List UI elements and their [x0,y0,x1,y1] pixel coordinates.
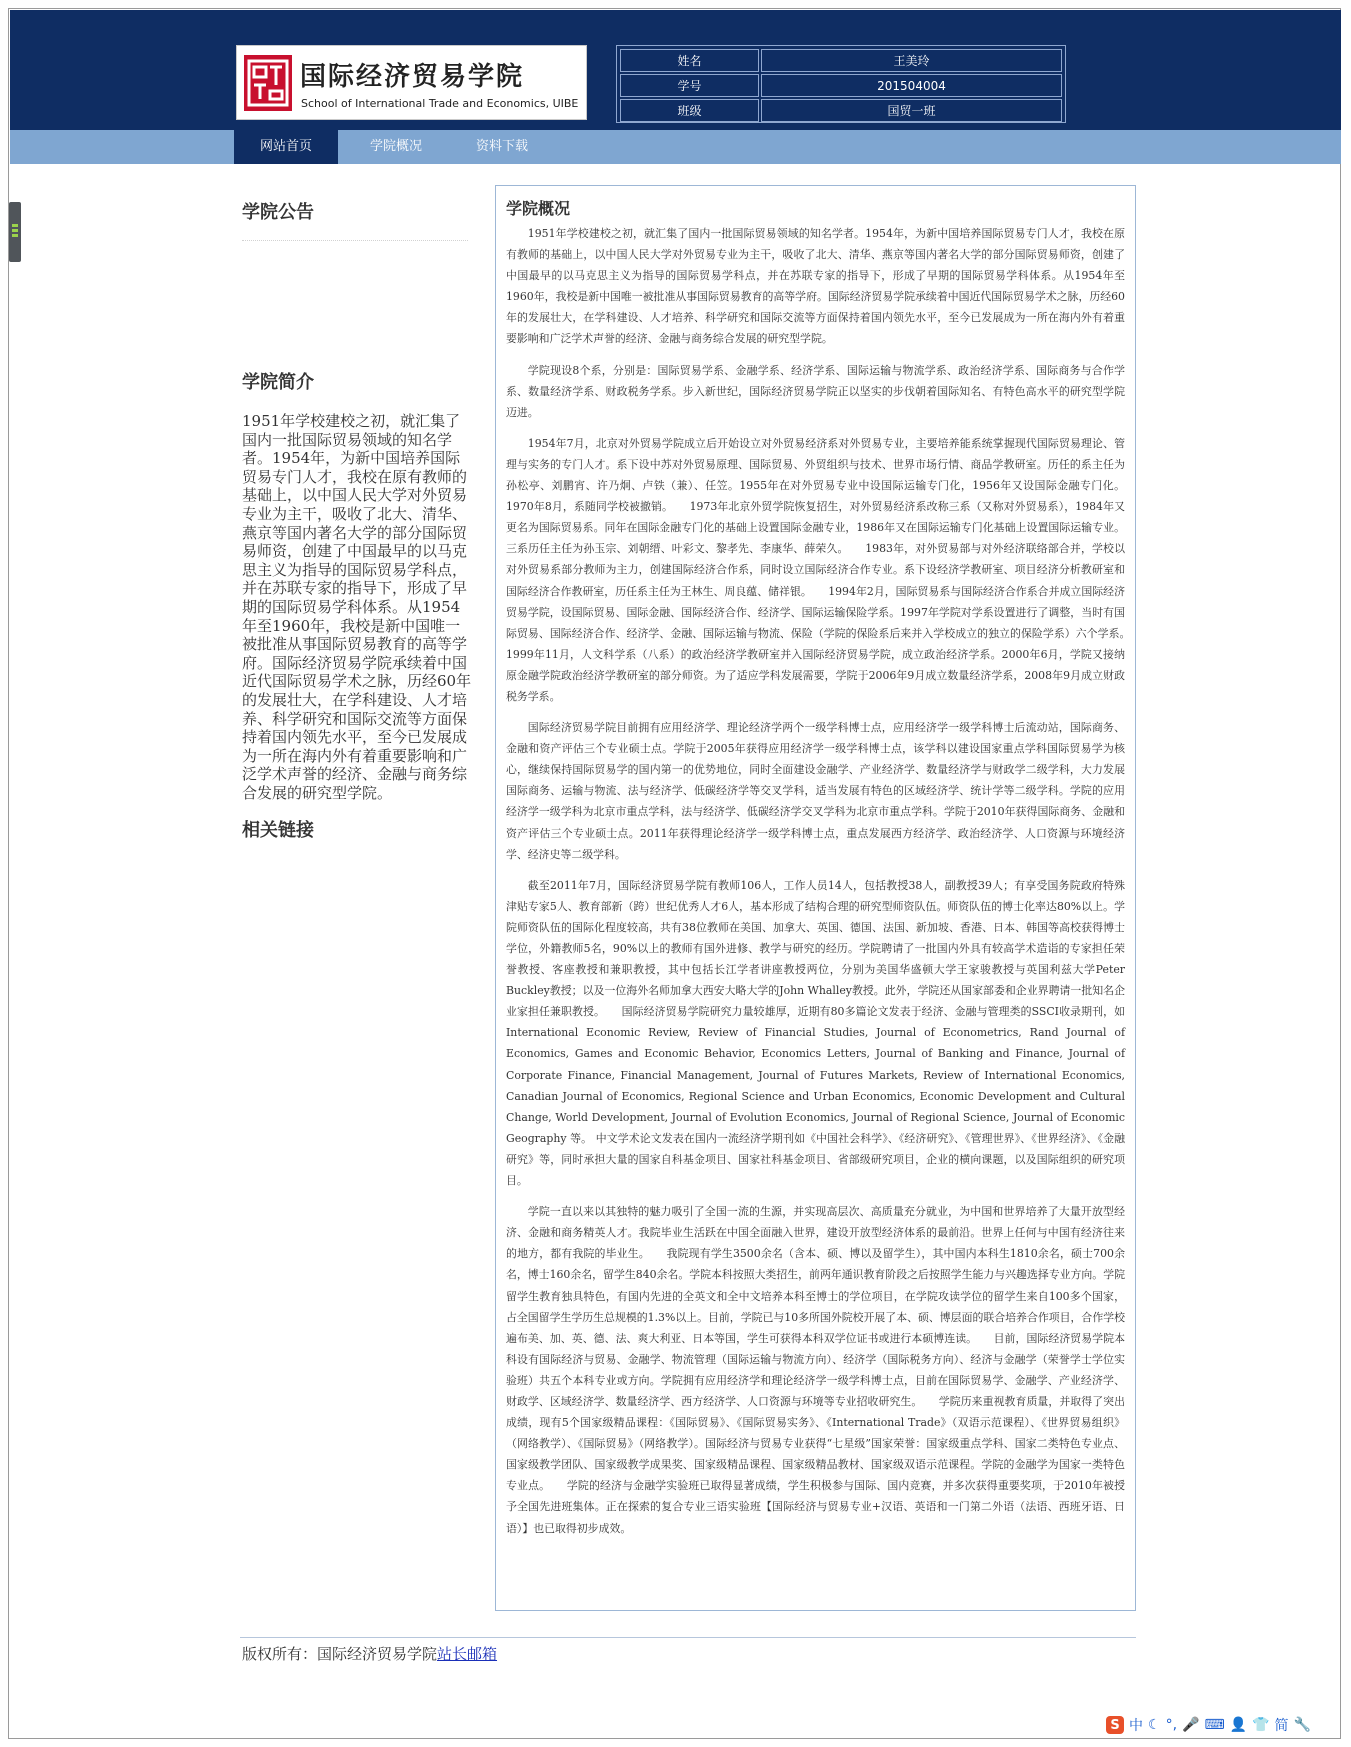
webmaster-email-link[interactable]: 站长邮箱 [437,1645,498,1663]
sidebar [242,198,472,830]
main-nav [10,130,1341,164]
ime-mode[interactable]: 简 [1274,1718,1289,1734]
logo-english-name: School of International Trade and Economics, UIBE [301,97,579,110]
nav-downloads[interactable]: 资料下载 [475,139,528,154]
content-title: 学院概况 [506,199,571,218]
content-paragraph: 国际经济贸易学院目前拥有应用经济学、理论经济学两个一级学科博士点，应用经济学一级学科博士后流动站，国际商务、金融和资产评估三个专业硕士点。学院于2005年获得应用经济学一级学科博士点，该学科以建设国家重点学科国际贸易学为核心，继续保持国际贸易学的国内第一的优势地位，同时全面建设金融学、产业经济学、数量经济学与财政学二级学科，大力发展国际商务、运输与物流、法与经济学、低碳经济学等交叉学科，适当发展有特色的区域经济学、统计学等二级学科。学院的应用经济学一级学科为北京市重点学科，法与经济学、低碳经济学交叉学科为北京市重点学科。学院于2010年获得国际商务、金融和资产评估三个专业硕士点。2011年获得理论经济学一级学科博士点，重点发展西方经济学、政治经济学、人口资源与环境经济学、经济史等二级学科。 [506,721,1125,861]
nav-overview[interactable]: 学院概况 [369,139,422,154]
wrench-icon[interactable]: 🔧 [1293,1717,1311,1733]
school-seal-icon [244,55,292,111]
announcement-marquee [242,240,468,243]
footer [242,1643,497,1664]
content-paragraph: 截至2011年7月，国际经济贸易学院有教师106人，工作人员14人，包括教授38人，副教授39人；有享受国务院政府特殊津贴专家5人、教育部新（跨）世纪优秀人才6人，基本形成了结构合理的研究型师资队伍。师资队伍的博士化率达80%以上。学院师资队伍的国际化程度较高，共有38位教师在美国、加拿大、英国、德国、法国、新加坡、香港、日本、韩国等高校获得博士学位，外籍教师5名，90%以上的教师有国外进修、教学与研究的经历。学院聘请了一批国内外具有较高学术造诣的专家担任荣誉教授、客座教授和兼职教授，其中包括长江学者讲座教授两位，分别为美国华盛顿大学王家骏教授与英国利兹大学Peter Buckley教授；以及一位海外名师加拿大西安大略大学的John Whalley教授。此外，学院还从国家部委和企业界聘请一批知名企业家担任兼职教授。 国际经济贸易学院研究力量较雄厚，近期有80多篇论文发表于经济、金融与管理类的SSCI收录期刊，如International Economic Review, Review of Financial Studies, Journal of Econometrics, Rand Journal of Economics, Games and Economic Behavior, Economics Letters, Journal of Banking and Finance, Journal of Corporate Finance, Financial Management, Journal of Futures Markets, Review of International Economics, Canadian Journal of Economics, Regional Science and Urban Economics, Economic Development and Cultural Change, World Development, Journal of Evolution Economics, Journal of Regional Science, Journal of Economic Geography 等。 中文学术论文发表在国内一流经济学期刊如《中国社会科学》、《经济研究》、《管理世界》、《世界经济》、《金融研究》等，同时承担大量的国家自科基金项目、国家社科基金项目、省部级研究项目，企业的横向课题，以及国际组织的研究项目。 [506,878,1125,1188]
info-value-class: 国贸一班 [761,99,1062,122]
intro-text: 1951年学校建校之初，就汇集了国内一批国际贸易领域的知名学者。1954年，为新中国培养国际贸易专门人才，我校在原有教师的基础上，以中国人民大学对外贸易专业为主干，吸收了北大、清华、燕京等国内著名大学的部分国际贸易师资，创建了中国最早的以马克思主义为指导的国际贸易学科点，并在苏联专家的指导下，形成了早期的国际贸易学科体系。从1954年至1960年，我校是新中国唯一被批准从事国际贸易教育的高等学府。国际经济贸易学院承续着中国近代国际贸易学术之脉，历经60年的发展壮大，在学科建设、人才培养、科学研究和国际交流等方面保持着国内领先水平，至今已发展成为一所在海内外有着重要影响和广泛学术声誉的经济、金融与商务综合发展的研究型学院。 [242,412,472,802]
content-paragraph: 学院现设8个系，分别是：国际贸易学系、金融学系、经济学系、国际运输与物流学系、政治经济学系、国际商务与合作学系、数量经济学系、财政税务学系。步入新世纪，国际经济贸易学院正以坚实的步伐朝着国际知名、有特色高水平的研究型学院迈进。 [506,363,1125,419]
info-row-id [619,73,1063,98]
info-value-name: 王美玲 [761,49,1062,72]
sogou-logo-icon[interactable]: S [1106,1716,1124,1734]
content-paragraph: 学院一直以来以其独特的魅力吸引了全国一流的生源，并实现高层次、高质量充分就业，为中国和世界培养了大量开放型经济、金融和商务精英人才。我院毕业生活跃在中国全面融入世界，建设开放型经济体系的最前沿。世界上任何与中国有经济往来的地方，都有我院的毕业生。 我院现有学生3500余名（含本、硕、博以及留学生），其中国内本科生1810余名，硕士700余名，博士160余名，留学生840余名。学院本科按照大类招生，前两年通识教育阶段之后按照学生能力与兴趣选择专业方向。学院留学生教育独具特色，有国内先进的全英文和全中文培养本科至博士的学位项目，在学院攻读学位的留学生来自100多个国家，占全国留学生学历生总规模的1.3%以上。目前，学院已与10多所国外院校开展了本、硕、博层面的联合培养合作项目，合作学校遍布美、加、英、德、法、爽大利亚、日本等国，学生可获得本科双学位证书或进行本硕博连读。 目前，国际经济贸易学院本科设有国际经济与贸易、金融学、物流管理（国际运输与物流方向）、经济学（国际税务方向）、经济与金融学（荣誉学士学位实验班）共五个本科专业或方向。学院拥有应用经济学和理论经济学一级学科博士点，目前在国际贸易学、金融学、产业经济学、财政学、区域经济学、数量经济学、西方经济学、人口资源与环境等专业招收研究生。 学院历来重视教育质量，并取得了突出成绩，现有5个国家级精品课程：《国际贸易》、《国际贸易实务》、《International Trade》（双语示范课程）、《世界贸易组织》（网络教学）、《国际贸易》（网络教学）。国际经济与贸易专业获得“七星级”国家荣誉：国家级重点学科、国家二类特色专业点、国家级教学团队、国家级教学成果奖、国家级精品课程、国家级精品教材、国家级双语示范课程。学院的金融学为国家一类特色专业点。 学院的经济与金融学实验班已取得显著成绩，学生积极参与国际、国内竞赛，并多次获得重要奖项，于2010年被授予全国先进班集体。正在探索的复合专业三语实验班【国际经济与贸易专业+汉语、英语和一门第二外语（法语、西班牙语、日语）】也已取得初步成效。 [506,1205,1125,1535]
logo-chinese-name: 国际经济贸易学院 [300,62,525,92]
intro-heading: 学院简介 [242,372,314,393]
ime-toolbar[interactable] [1106,1713,1311,1737]
microphone-icon[interactable]: 🎤 [1182,1717,1200,1733]
info-row-class [619,98,1063,123]
content-paragraph: 1954年7月，北京对外贸易学院成立后开始设立对外贸易经济系对外贸易专业，主要培养能系统掌握现代国际贸易理论、管理与实务的专门人才。系下设中苏对外贸易原理、国际贸易、外贸组织与技术、世界市场行情、商品学教研室。历任的系主任为孙松亭、刘鹏宵、许乃炯、卢铁（兼）、任笠。1955年在对外贸易专业中设国际运输专门化，1956年又设国际金融专门化。1970年8月，系随同学校被撤销。 1973年北京外贸学院恢复招生，对外贸易经济系改称三系（又称对外贸易系），1984年又更名为国际贸易系。同年在国际金融专门化的基础上设置国际金融专业，1986年又在国际运输专门化基础上设置国际运输专业。三系历任主任为孙玉宗、刘朝缙、叶彩文、黎孝先、李康华、薛荣久。 1983年，对外贸易部与对外经济联络部合并，学校以对外贸易系部分教师为主力，创建国际经济合作系，同时设立国际经济合作专业。系下设经济学教研室、项目经济分析教研室和国际经济合作教研室，历任系主任为王林生、周良蕴、储祥银。 1994年2月，国际贸易系与国际经济合作系合并成立国际经济贸易学院，设国际贸易、国际金融、国际经济合作、经济学、国际运输保险学系。1997年学院对学系设置进行了调整，当时有国际贸易、国际经济合作、经济学、金融、国际运输与物流、保险（学院的保险系后来并入学校成立的独立的保险学系）六个学系。 1999年11月，人文科学系（八系）的政治经济学教研室并入国际经济贸易学院，成立政治经济学系。2000年6月，学院又接纳原金融学院政治经济学教研室的部分师资。为了适应学科发展需要，学院于2006年9月成立数量经济学系，2008年9月成立财政税务学系。 [506,436,1147,703]
info-label-name: 姓名 [620,49,759,72]
info-row-name [619,48,1063,73]
footer-divider [240,1637,1136,1638]
moon-icon[interactable]: ☾ [1148,1717,1161,1733]
user-icon[interactable]: 👤 [1229,1717,1248,1733]
punctuation-icon[interactable]: °, [1165,1717,1178,1733]
student-info-table [616,45,1066,123]
keyboard-icon[interactable]: ⌨ [1204,1717,1225,1733]
nav-home[interactable]: 网站首页 [234,130,338,164]
ime-language[interactable]: 中 [1129,1718,1143,1734]
main-content [495,185,1147,1611]
info-label-class: 班级 [620,99,759,122]
school-logo[interactable] [236,45,587,120]
skin-icon[interactable]: 👕 [1252,1717,1270,1733]
links-heading [242,816,472,830]
info-value-id: 201504004 [761,74,1062,97]
copyright-text: 版权所有：国际经济贸易学院 [242,1645,438,1663]
announcement-heading: 学院公告 [242,202,314,223]
content-paragraph: 1951年学校建校之初，就汇集了国内一批国际贸易领域的知名学者。1954年，为新中国培养国际贸易专门人才，我校在原有教师的基础上，以中国人民大学对外贸易专业为主干，吸收了北大、清华、燕京等国内著名大学的部分国际贸易师资，创建了中国最早的以马克思主义为指导的国际贸易学科点，并在苏联专家的指导下，形成了早期的国际贸易学科体系。从1954年至1960年，我校是新中国唯一被批准从事国际贸易教育的高等学府。国际经济贸易学院承续着中国近代国际贸易学术之脉，历经60年的发展壮大，在学科建设、人才培养、科学研究和国际交流等方面保持着国内领先水平，至今已发展成为一所在海内外有着重要影响和广泛学术声誉的经济、金融与商务综合发展的研究型学院。 [506,227,1125,346]
info-label-id: 学号 [620,74,759,97]
side-drawer-handle[interactable] [9,202,21,262]
